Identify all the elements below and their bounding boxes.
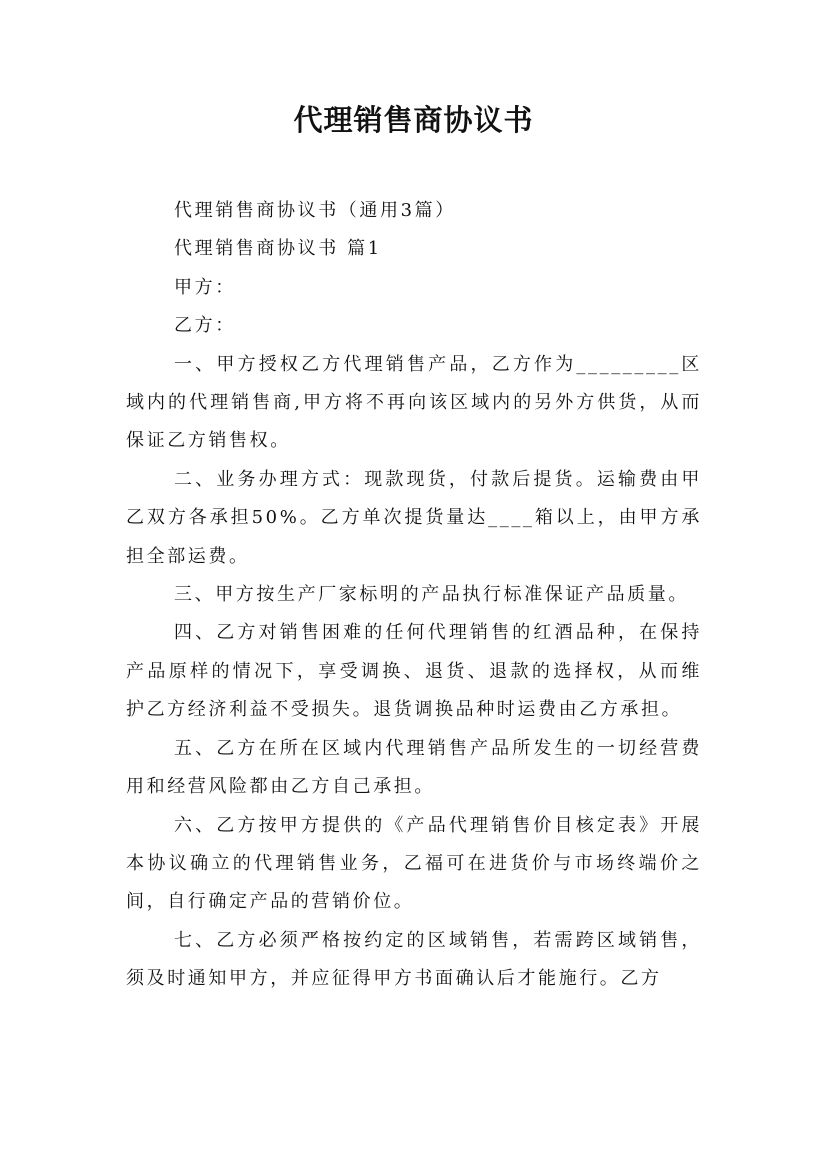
paragraph-clause-7: 七、乙方必须严格按约定的区域销售，若需跨区域销售，须及时通知甲方，并应征得甲方书面确认后才能施行。乙方 [126,929,702,990]
paragraph-subtitle: 代理销售商协议书（通用3篇） [174,200,456,221]
paragraph-party-a: 甲方： [174,276,236,298]
paragraph-clause-4: 四、乙方对销售困难的任何代理销售的红酒品种，在保持产品原样的情况下，享受调换、退货、退款的选择权，从而维护乙方经济利益不受损失。退货调换品种时运费由乙方承担。 [126,622,702,721]
paragraph-party-b: 乙方： [174,315,236,337]
document-title: 代理销售商协议书 [293,103,534,137]
paragraph-clause-5: 五、乙方在所在区域内代理销售产品所发生的一切经营费用和经营风险都由乙方自己承担。 [126,737,702,798]
document-body [126,192,702,999]
paragraph-clause-3: 三、甲方按生产厂家标明的产品执行标准保证产品质量。 [174,584,689,606]
paragraph-clause-1: 一、甲方授权乙方代理销售产品，乙方作为_________区域内的代理销售商,甲方将不再向该区域内的另外方供货，从而保证乙方销售权。 [126,353,702,452]
paragraph-clause-2: 二、业务办理方式：现款现货，付款后提货。运输费由甲乙双方各承担50%。乙方单次提货量达____箱以上，由甲方承担全部运费。 [126,468,702,567]
paragraph-clause-6: 六、乙方按甲方提供的《产品代理销售价目核定表》开展本协议确立的代理销售业务，乙福可在进货价与市场终端价之间，自行确定产品的营销价位。 [126,814,702,913]
paragraph-section-heading: 代理销售商协议书 篇1 [174,238,382,260]
